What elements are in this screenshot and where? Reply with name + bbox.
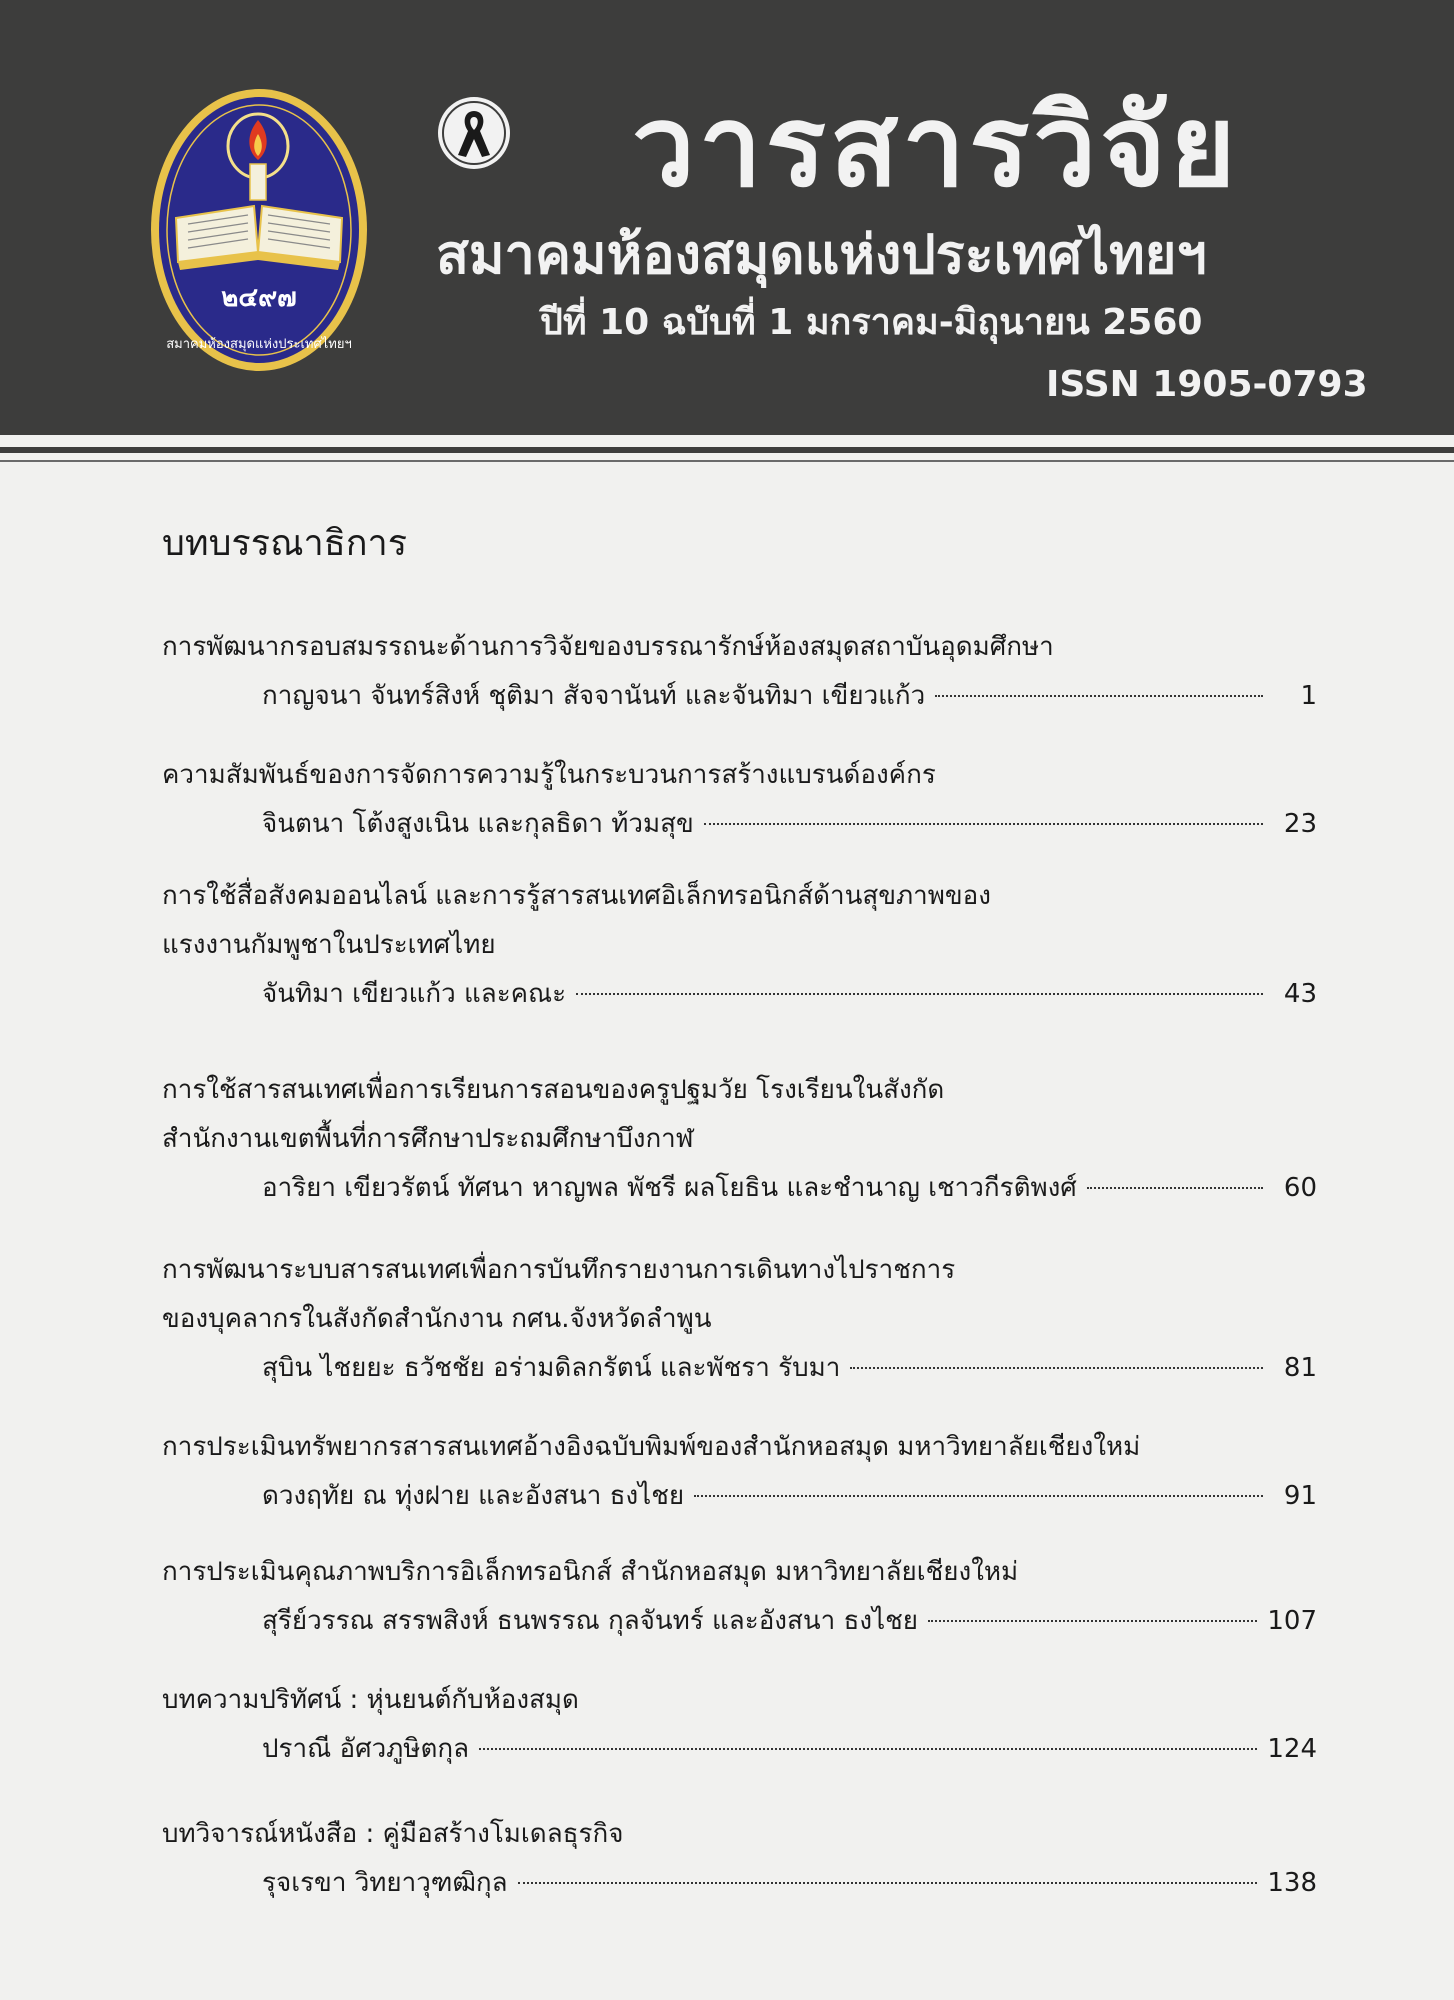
article-authors: กาญจนา จันทร์สิงห์ ชุติมา สัจจานันท์ และจันทิมา เขียวแก้ว xyxy=(262,681,926,711)
issn: ISSN 1905-0793 xyxy=(1046,364,1368,405)
article-authors: สุรีย์วรรณ สรรพสิงห์ ธนพรรณ กุลจันทร์ และอังสนา ธงไชย xyxy=(262,1606,919,1636)
article-authors: จินตนา โต้งสูงเนิน และกุลธิดา ท้วมสุข xyxy=(262,809,694,839)
article-page-number: 23 xyxy=(1283,809,1317,839)
article-byline xyxy=(262,1602,1317,1640)
dot-leader xyxy=(935,695,1263,697)
dot-leader xyxy=(1087,1187,1263,1189)
dot-leader xyxy=(576,993,1263,995)
seal-text: สมาคมห้องสมุดแห่งประเทศไทยฯ xyxy=(166,337,352,352)
article-title: การประเมินทรัพยากรสารสนเทศอ้างอิงฉบับพิมพ์ของสำนักหอสมุด มหาวิทยาลัยเชียงใหม่ xyxy=(162,1432,1141,1462)
article-authors: ดวงฤทัย ณ ทุ่งฝาย และอังสนา ธงไชย xyxy=(262,1481,685,1511)
editorial-heading: บทบรรณาธิการ xyxy=(162,523,408,564)
article-page-number: 107 xyxy=(1267,1606,1317,1636)
article-authors: จันทิมา เขียวแก้ว และคณะ xyxy=(262,979,567,1009)
article-title: สำนักงานเขตพื้นที่การศึกษาประถมศึกษาบึงกาฬ xyxy=(162,1124,694,1154)
dot-leader xyxy=(518,1882,1258,1884)
article-byline xyxy=(262,1169,1317,1207)
article-authors: รุจเรขา วิทยาวุฑฒิกุล xyxy=(262,1868,508,1898)
article-title: บทความปริทัศน์ : หุ่นยนต์กับห้องสมุด xyxy=(162,1685,579,1715)
article-page-number: 43 xyxy=(1283,979,1317,1009)
article-page-number: 60 xyxy=(1283,1173,1317,1203)
article-byline xyxy=(262,1477,1317,1515)
article-page-number: 81 xyxy=(1283,1353,1317,1383)
article-title: การใช้สารสนเทศเพื่อการเรียนการสอนของครูปฐมวัย โรงเรียนในสังกัด xyxy=(162,1075,945,1105)
journal-title: วารสารวิจัย xyxy=(632,82,1240,212)
article-authors: ปราณี อัศวภูษิตกุล xyxy=(262,1734,470,1764)
association-name: สมาคมห้องสมุดแห่งประเทศไทยฯ xyxy=(436,223,1207,286)
article-page-number: 124 xyxy=(1267,1734,1317,1764)
article-byline xyxy=(262,975,1317,1013)
article-page-number: 91 xyxy=(1283,1481,1317,1511)
dot-leader xyxy=(704,823,1263,825)
article-page-number: 138 xyxy=(1267,1868,1317,1898)
dot-leader xyxy=(928,1620,1257,1622)
issue-info: ปีที่ 10 ฉบับที่ 1 มกราคม-มิถุนายน 2560 xyxy=(540,302,1203,343)
article-title: การใช้สื่อสังคมออนไลน์ และการรู้สารสนเทศอิเล็กทรอนิกส์ด้านสุขภาพของ xyxy=(162,881,991,911)
dot-leader xyxy=(850,1367,1263,1369)
dot-leader xyxy=(479,1748,1257,1750)
article-title: การพัฒนาระบบสารสนเทศเพื่อการบันทึกรายงานการเดินทางไปราชการ xyxy=(162,1255,956,1285)
article-title: การประเมินคุณภาพบริการอิเล็กทรอนิกส์ สำนักหอสมุด มหาวิทยาลัยเชียงใหม่ xyxy=(162,1557,1019,1587)
article-authors: อาริยา เขียวรัตน์ ทัศนา หาญพล พัชรี ผลโยธิน และชำนาญ เชาวกีรติพงศ์ xyxy=(262,1173,1077,1203)
article-byline xyxy=(262,805,1317,843)
article-title: การพัฒนากรอบสมรรถนะด้านการวิจัยของบรรณารักษ์ห้องสมุดสถาบันอุดมศึกษา xyxy=(162,632,1054,662)
article-byline xyxy=(262,1730,1317,1768)
article-byline xyxy=(262,1864,1317,1902)
dot-leader xyxy=(694,1495,1263,1497)
article-byline xyxy=(262,677,1317,715)
article-byline xyxy=(262,1349,1317,1387)
article-authors: สุบิน ไชยยะ ธวัชชัย อร่ามดิลกรัตน์ และพัชรา รับมา xyxy=(262,1353,841,1383)
article-title: แรงงานกัมพูชาในประเทศไทย xyxy=(162,930,496,960)
article-page-number: 1 xyxy=(1300,681,1317,711)
article-title: ความสัมพันธ์ของการจัดการความรู้ในกระบวนการสร้างแบรนด์องค์กร xyxy=(162,760,936,790)
article-title: ของบุคลากรในสังกัดสำนักงาน กศน.จังหวัดลำพูน xyxy=(162,1304,712,1334)
seal-year: ๒๔๙๗ xyxy=(221,283,297,313)
article-title: บทวิจารณ์หนังสือ : คู่มือสร้างโมเดลธุรกิจ xyxy=(162,1819,624,1849)
